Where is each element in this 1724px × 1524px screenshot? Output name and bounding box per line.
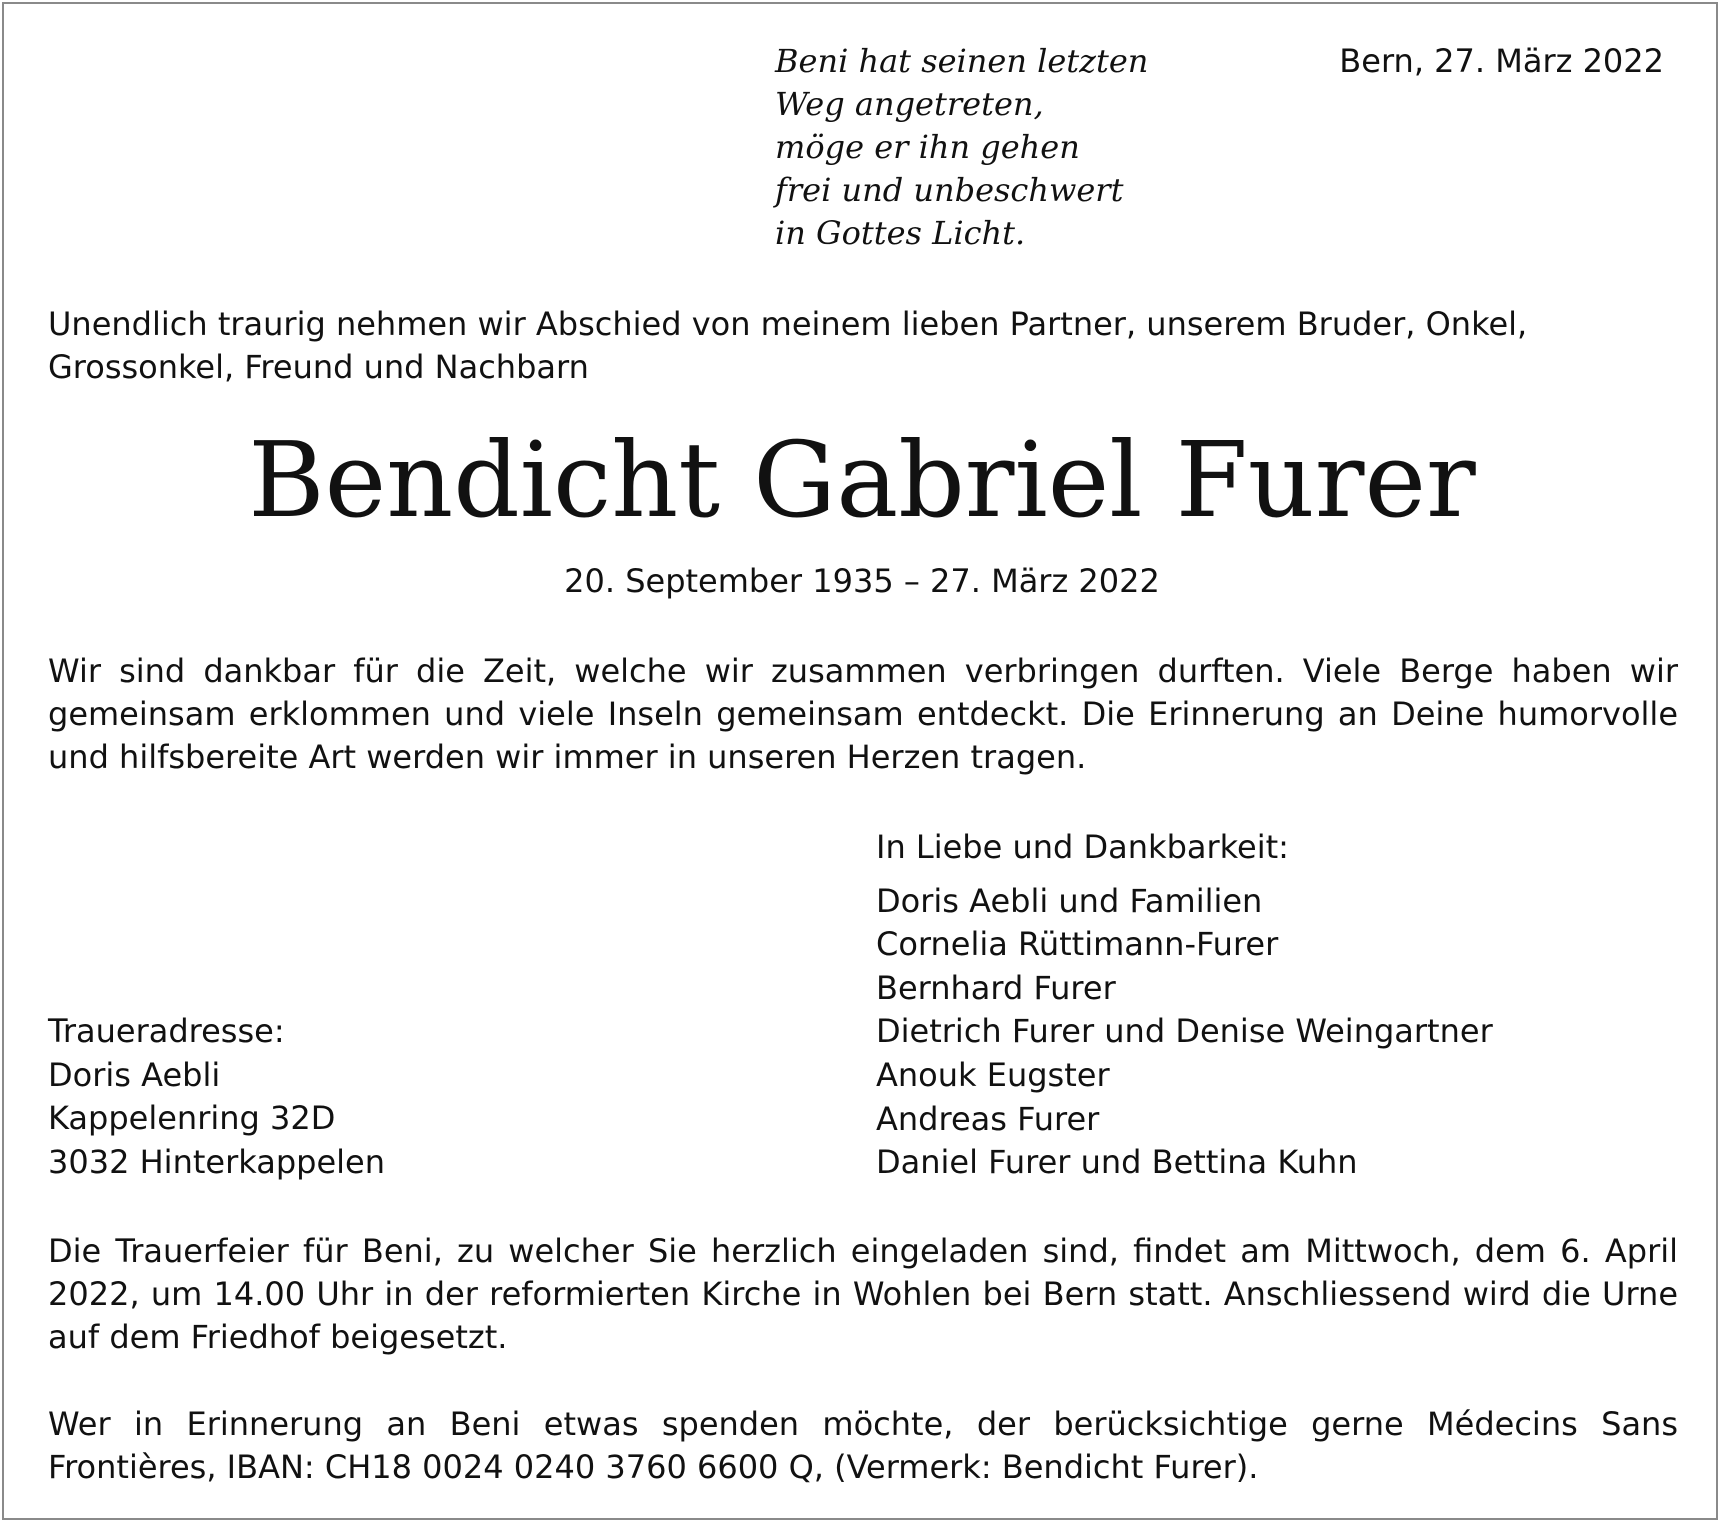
life-dates: 20. September 1935 – 27. März 2022 bbox=[564, 562, 1160, 600]
signers-heading: In Liebe und Dankbarkeit: bbox=[876, 828, 1289, 866]
mourning-address bbox=[48, 1010, 648, 1184]
gratitude-paragraph: Wir sind dankbar für die Zeit, welche wir zusammen verbringen durften. Viele Berge haben wir gemeinsam erklommen und viele Inseln gemeinsam entdeckt. Die Erinnerung an Deine humorvolle und hilfsbereite Art werden wir immer in unseren Herzen tragen. bbox=[48, 652, 1678, 776]
signer-name: Dietrich Furer und Denise Weingartner bbox=[876, 1012, 1493, 1051]
place-date: Bern, 27. März 2022 bbox=[1339, 42, 1664, 80]
signer-name: Doris Aebli und Familien bbox=[876, 881, 1263, 920]
poem-line: frei und unbeschwert bbox=[775, 171, 1124, 209]
deceased-name: Bendicht Gabriel Furer bbox=[248, 419, 1476, 541]
address-line: Doris Aebli bbox=[48, 1055, 221, 1094]
signer-name: Bernhard Furer bbox=[876, 968, 1116, 1007]
poem-line: Beni hat seinen letzten bbox=[775, 42, 1149, 80]
poem-line: Weg angetreten, bbox=[775, 85, 1044, 123]
intro-text: Unendlich traurig nehmen wir Abschied von meinem lieben Partner, unserem Bruder, Onkel, Grossonkel, Freund und Nachbarn bbox=[48, 305, 1528, 386]
poem-line: möge er ihn gehen bbox=[775, 128, 1080, 166]
signer-name: Anouk Eugster bbox=[876, 1055, 1110, 1094]
poem bbox=[775, 40, 1295, 255]
poem-line: in Gottes Licht. bbox=[775, 214, 1026, 252]
address-label: Traueradresse: bbox=[48, 1012, 285, 1050]
signer-name: Andreas Furer bbox=[876, 1099, 1100, 1138]
signer-name: Cornelia Rüttimann-Furer bbox=[876, 925, 1279, 964]
signer-name: Daniel Furer und Bettina Kuhn bbox=[876, 1143, 1358, 1182]
ceremony-paragraph: Die Trauerfeier für Beni, zu welcher Sie herzlich eingeladen sind, findet am Mittwoch, dem 6. April 2022, um 14.00 Uhr in der reformierten Kirche in Wohlen bei Bern statt. Anschliessend wird die Urne auf dem Friedhof beigesetzt. bbox=[48, 1232, 1678, 1356]
donation-paragraph: Wer in Erinnerung an Beni etwas spenden möchte, der berücksichtige gerne Médecins Sans Frontières, IBAN: CH18 0024 0240 3760 6600 Q, (Vermerk: Bendicht Furer). bbox=[48, 1405, 1678, 1486]
address-line: 3032 Hinterkappelen bbox=[48, 1142, 385, 1181]
address-line: Kappelenring 32D bbox=[48, 1099, 336, 1138]
signers-block bbox=[876, 826, 1676, 1185]
